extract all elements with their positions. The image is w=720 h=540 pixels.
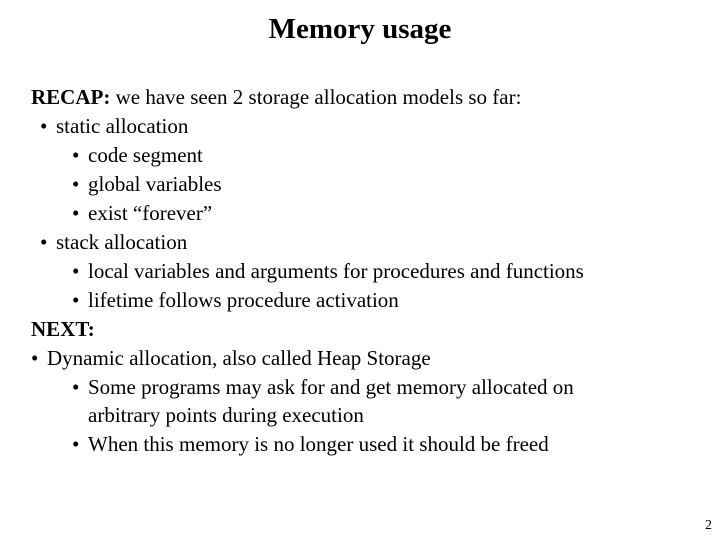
bullet-text: Some programs may ask for and get memory allocated on [88,375,574,399]
bullet-stack-allocation [40,229,187,255]
bullet-icon: • [72,375,80,399]
bullet-memory-freed [72,431,549,457]
continuation-line: arbitrary points during execution [88,403,364,427]
bullet-text: When this memory is no longer used it should be freed [88,432,549,456]
bullet-global-variables [72,171,222,197]
recap-label: RECAP: [31,85,111,109]
bullet-icon: • [72,432,80,456]
bullet-text: Dynamic allocation, also called Heap Storage [47,346,431,370]
bullet-icon: • [40,230,48,254]
next-label: NEXT: [31,317,95,341]
bullet-static-allocation [40,113,188,139]
bullet-text: stack allocation [56,230,188,254]
bullet-text: static allocation [56,114,189,138]
recap-line [31,84,521,110]
bullet-icon: • [72,172,80,196]
bullet-text: exist “forever” [88,201,213,225]
slide-title: Memory usage [268,13,452,45]
bullet-icon: • [72,201,80,225]
bullet-text: local variables and arguments for procedures and functions [88,259,584,283]
bullet-icon: • [72,259,80,283]
page-number: 2 [705,518,712,533]
bullet-code-segment [72,142,203,168]
bullet-text: global variables [88,172,222,196]
bullet-icon: • [72,143,80,167]
bullet-icon: • [40,114,48,138]
recap-text: we have seen 2 storage allocation models so far: [115,85,522,109]
bullet-some-programs [72,374,574,400]
bullet-local-variables [72,258,584,284]
bullet-icon: • [31,346,39,370]
bullet-lifetime [72,287,399,313]
bullet-text: code segment [88,143,203,167]
bullet-icon: • [72,288,80,312]
bullet-text: lifetime follows procedure activation [88,288,399,312]
bullet-dynamic-allocation [31,345,431,371]
bullet-exist-forever [72,200,212,226]
